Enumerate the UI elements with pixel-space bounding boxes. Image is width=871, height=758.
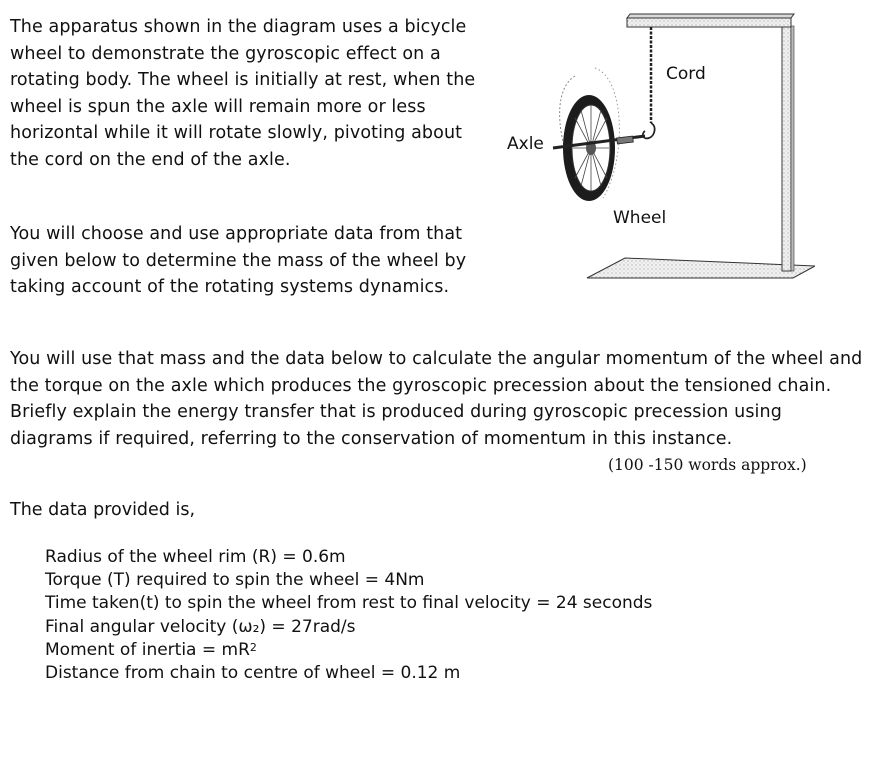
inertia-exponent: 2: [249, 640, 257, 654]
stand-arm-top: [627, 14, 794, 18]
data-item-inertia: [45, 639, 652, 662]
intro-paragraph: The apparatus shown in the diagram uses a bicycle wheel to demonstrate the gyroscopic effect on a rotating body. The wheel is initially at rest, when the wheel is spun the axle will remain more or less horizontal while it will rotate slowly, pivoting about the cord on the end of the axle.: [10, 17, 476, 170]
stand-base: [587, 258, 815, 278]
cord-label: Cord: [666, 64, 706, 84]
data-item-radius: Radius of the wheel rim (R) = 0.6m: [45, 547, 346, 567]
data-item-torque: Torque (T) required to spin the wheel = 4Nm: [45, 570, 425, 591]
stand-arm: [627, 18, 791, 27]
stand-post: [782, 26, 791, 271]
data-item-time: Time taken(t) to spin the wheel from rest to final velocity = 24 seconds: [45, 593, 653, 614]
axle-collar: [617, 136, 634, 144]
inertia-text: Moment of inertia = mR: [45, 639, 250, 660]
stand-post-side: [791, 26, 794, 271]
data-lead: The data provided is,: [10, 500, 196, 520]
data-item-distance: Distance from chain to centre of wheel = 0.12 m: [45, 663, 461, 684]
axle-label: Axle: [507, 134, 544, 154]
data-item-velocity: Final angular velocity (ω₂) = 27rad/s: [45, 616, 356, 637]
data-list: [45, 546, 652, 685]
wheel-label: Wheel: [613, 208, 667, 228]
task-paragraph: You will choose and use appropriate data from that given below to determine the mass of the wheel by taking account of the rotating systems dynamics.: [10, 224, 467, 297]
word-count-note: (100 -150 words approx.): [608, 456, 807, 474]
momentum-paragraph: You will use that mass and the data below to calculate the angular momentum of the wheel and the torque on the axle which produces the gyroscopic precession about the tensioned chain. Briefly explain the energy transfer that is produced during gyroscopic precession using diagrams if required, referring to the conservation of momentum in this instance.: [10, 349, 863, 449]
gyroscope-diagram: [495, 8, 815, 283]
